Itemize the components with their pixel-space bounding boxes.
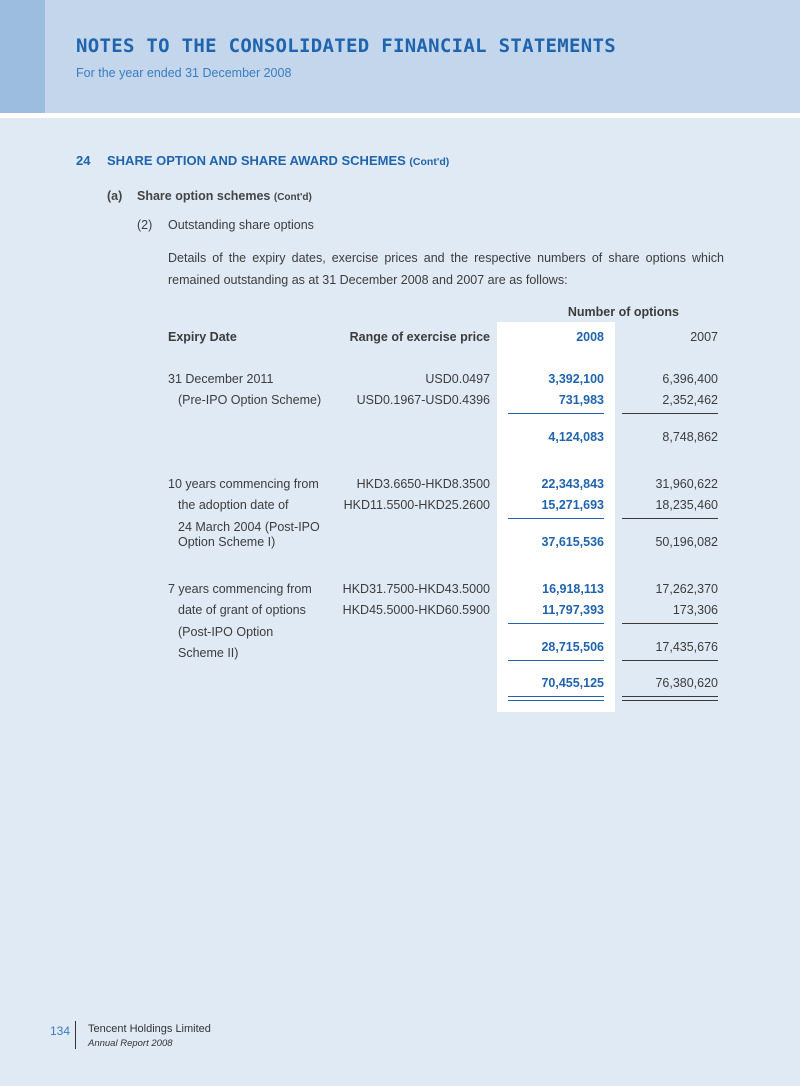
block2-desc-line1: 10 years commencing from: [168, 477, 319, 491]
block2-desc-line2: the adoption date of: [178, 498, 289, 512]
subtotal-rule-2008: [508, 660, 604, 661]
footer-company: Tencent Holdings Limited: [88, 1023, 211, 1035]
block3-desc-line2: date of grant of options: [178, 603, 306, 617]
block2-2008-2: 15,271,693: [541, 498, 604, 512]
block2-price-2: HKD11.5500-HKD25.2600: [343, 498, 490, 512]
block1-desc-line2: (Pre-IPO Option Scheme): [178, 393, 322, 407]
subsection-a-mark: (a): [107, 189, 123, 203]
section-number: 24: [76, 153, 91, 168]
block1-subtotal-2007: 8,748,862: [662, 430, 718, 444]
total-double-rule-2007: [622, 696, 718, 701]
block3-subtotal-2008: 28,715,506: [541, 640, 604, 654]
block1-desc-line1: 31 December 2011: [168, 372, 274, 386]
header-divider: [0, 113, 800, 118]
block1-rule-2008: [508, 413, 604, 414]
block3-desc-line1: 7 years commencing from: [168, 582, 312, 596]
header-expiry-date: Expiry Date: [168, 330, 237, 344]
block3-rule-2008: [508, 623, 604, 624]
block1-2008-2: 731,983: [558, 393, 604, 407]
total-2008: 70,455,125: [541, 676, 604, 690]
block3-2007-1: 17,262,370: [655, 582, 718, 596]
block3-price-1: HKD31.7500-HKD43.5000: [342, 582, 490, 596]
total-2007: 76,380,620: [655, 676, 718, 690]
block1-subtotal-2008: 4,124,083: [548, 430, 604, 444]
block2-2007-1: 31,960,622: [655, 477, 718, 491]
block1-rule-2007: [622, 413, 718, 414]
block2-subtotal-2008: 37,615,536: [541, 535, 604, 549]
block3-rule-2007: [622, 623, 718, 624]
block3-2007-2: 173,306: [672, 603, 718, 617]
subtotal-rule-2007: [622, 660, 718, 661]
header-tab: [0, 0, 45, 113]
block3-price-2: HKD45.5000-HKD60.5900: [342, 603, 490, 617]
block2-2008-1: 22,343,843: [541, 477, 604, 491]
section-title-text: SHARE OPTION AND SHARE AWARD SCHEMES: [107, 153, 406, 168]
block2-price-1: HKD3.6650-HKD8.3500: [356, 477, 490, 491]
block3-desc-line3: (Post-IPO Option: [178, 625, 274, 639]
block1-2008-1: 3,392,100: [548, 372, 604, 386]
block1-price-2: USD0.1967-USD0.4396: [356, 393, 490, 407]
block1-price-1: USD0.0497: [425, 372, 490, 386]
intro-paragraph: Details of the expiry dates, exercise prices and the respective numbers of share options which remained outstanding as at 31 December 2008 and 2007 are as follows:: [168, 251, 724, 287]
block2-desc-line3: 24 March 2004 (Post-IPO: [178, 520, 320, 534]
section-contd: (Cont'd): [409, 156, 450, 168]
block3-2008-2: 11,797,393: [542, 603, 604, 617]
block1-2007-1: 6,396,400: [662, 372, 718, 386]
page-subtitle: For the year ended 31 December 2008: [76, 66, 292, 80]
block2-desc-line4: Option Scheme I): [178, 535, 276, 549]
subsection-a-contd: (Cont'd): [273, 192, 312, 203]
block2-subtotal-2007: 50,196,082: [655, 535, 718, 549]
footer-report: Annual Report 2008: [88, 1038, 173, 1049]
block1-2007-2: 2,352,462: [662, 393, 718, 407]
block3-subtotal-2007: 17,435,676: [655, 640, 718, 654]
subsection-2-title: Outstanding share options: [168, 218, 314, 232]
header-exercise-price: Range of exercise price: [349, 330, 490, 344]
header-2007: 2007: [690, 330, 718, 344]
footer-divider: [75, 1021, 76, 1049]
block3-2008-1: 16,918,113: [542, 582, 604, 596]
block2-rule-2007: [622, 518, 718, 519]
section-title: [107, 153, 449, 168]
subsection-a-title: [137, 189, 312, 203]
page-title: NOTES TO THE CONSOLIDATED FINANCIAL STATEMENTS: [76, 35, 616, 57]
subsection-2-mark: (2): [137, 218, 153, 232]
block2-2007-2: 18,235,460: [655, 498, 718, 512]
block3-desc-line4: Scheme II): [178, 646, 239, 660]
header-number-of-options: Number of options: [567, 305, 679, 319]
block2-rule-2008: [508, 518, 604, 519]
total-double-rule-2008: [508, 696, 604, 701]
subsection-a-title-text: Share option schemes: [137, 189, 271, 203]
header-2008: 2008: [576, 330, 604, 344]
page-number: 134: [50, 1024, 71, 1038]
